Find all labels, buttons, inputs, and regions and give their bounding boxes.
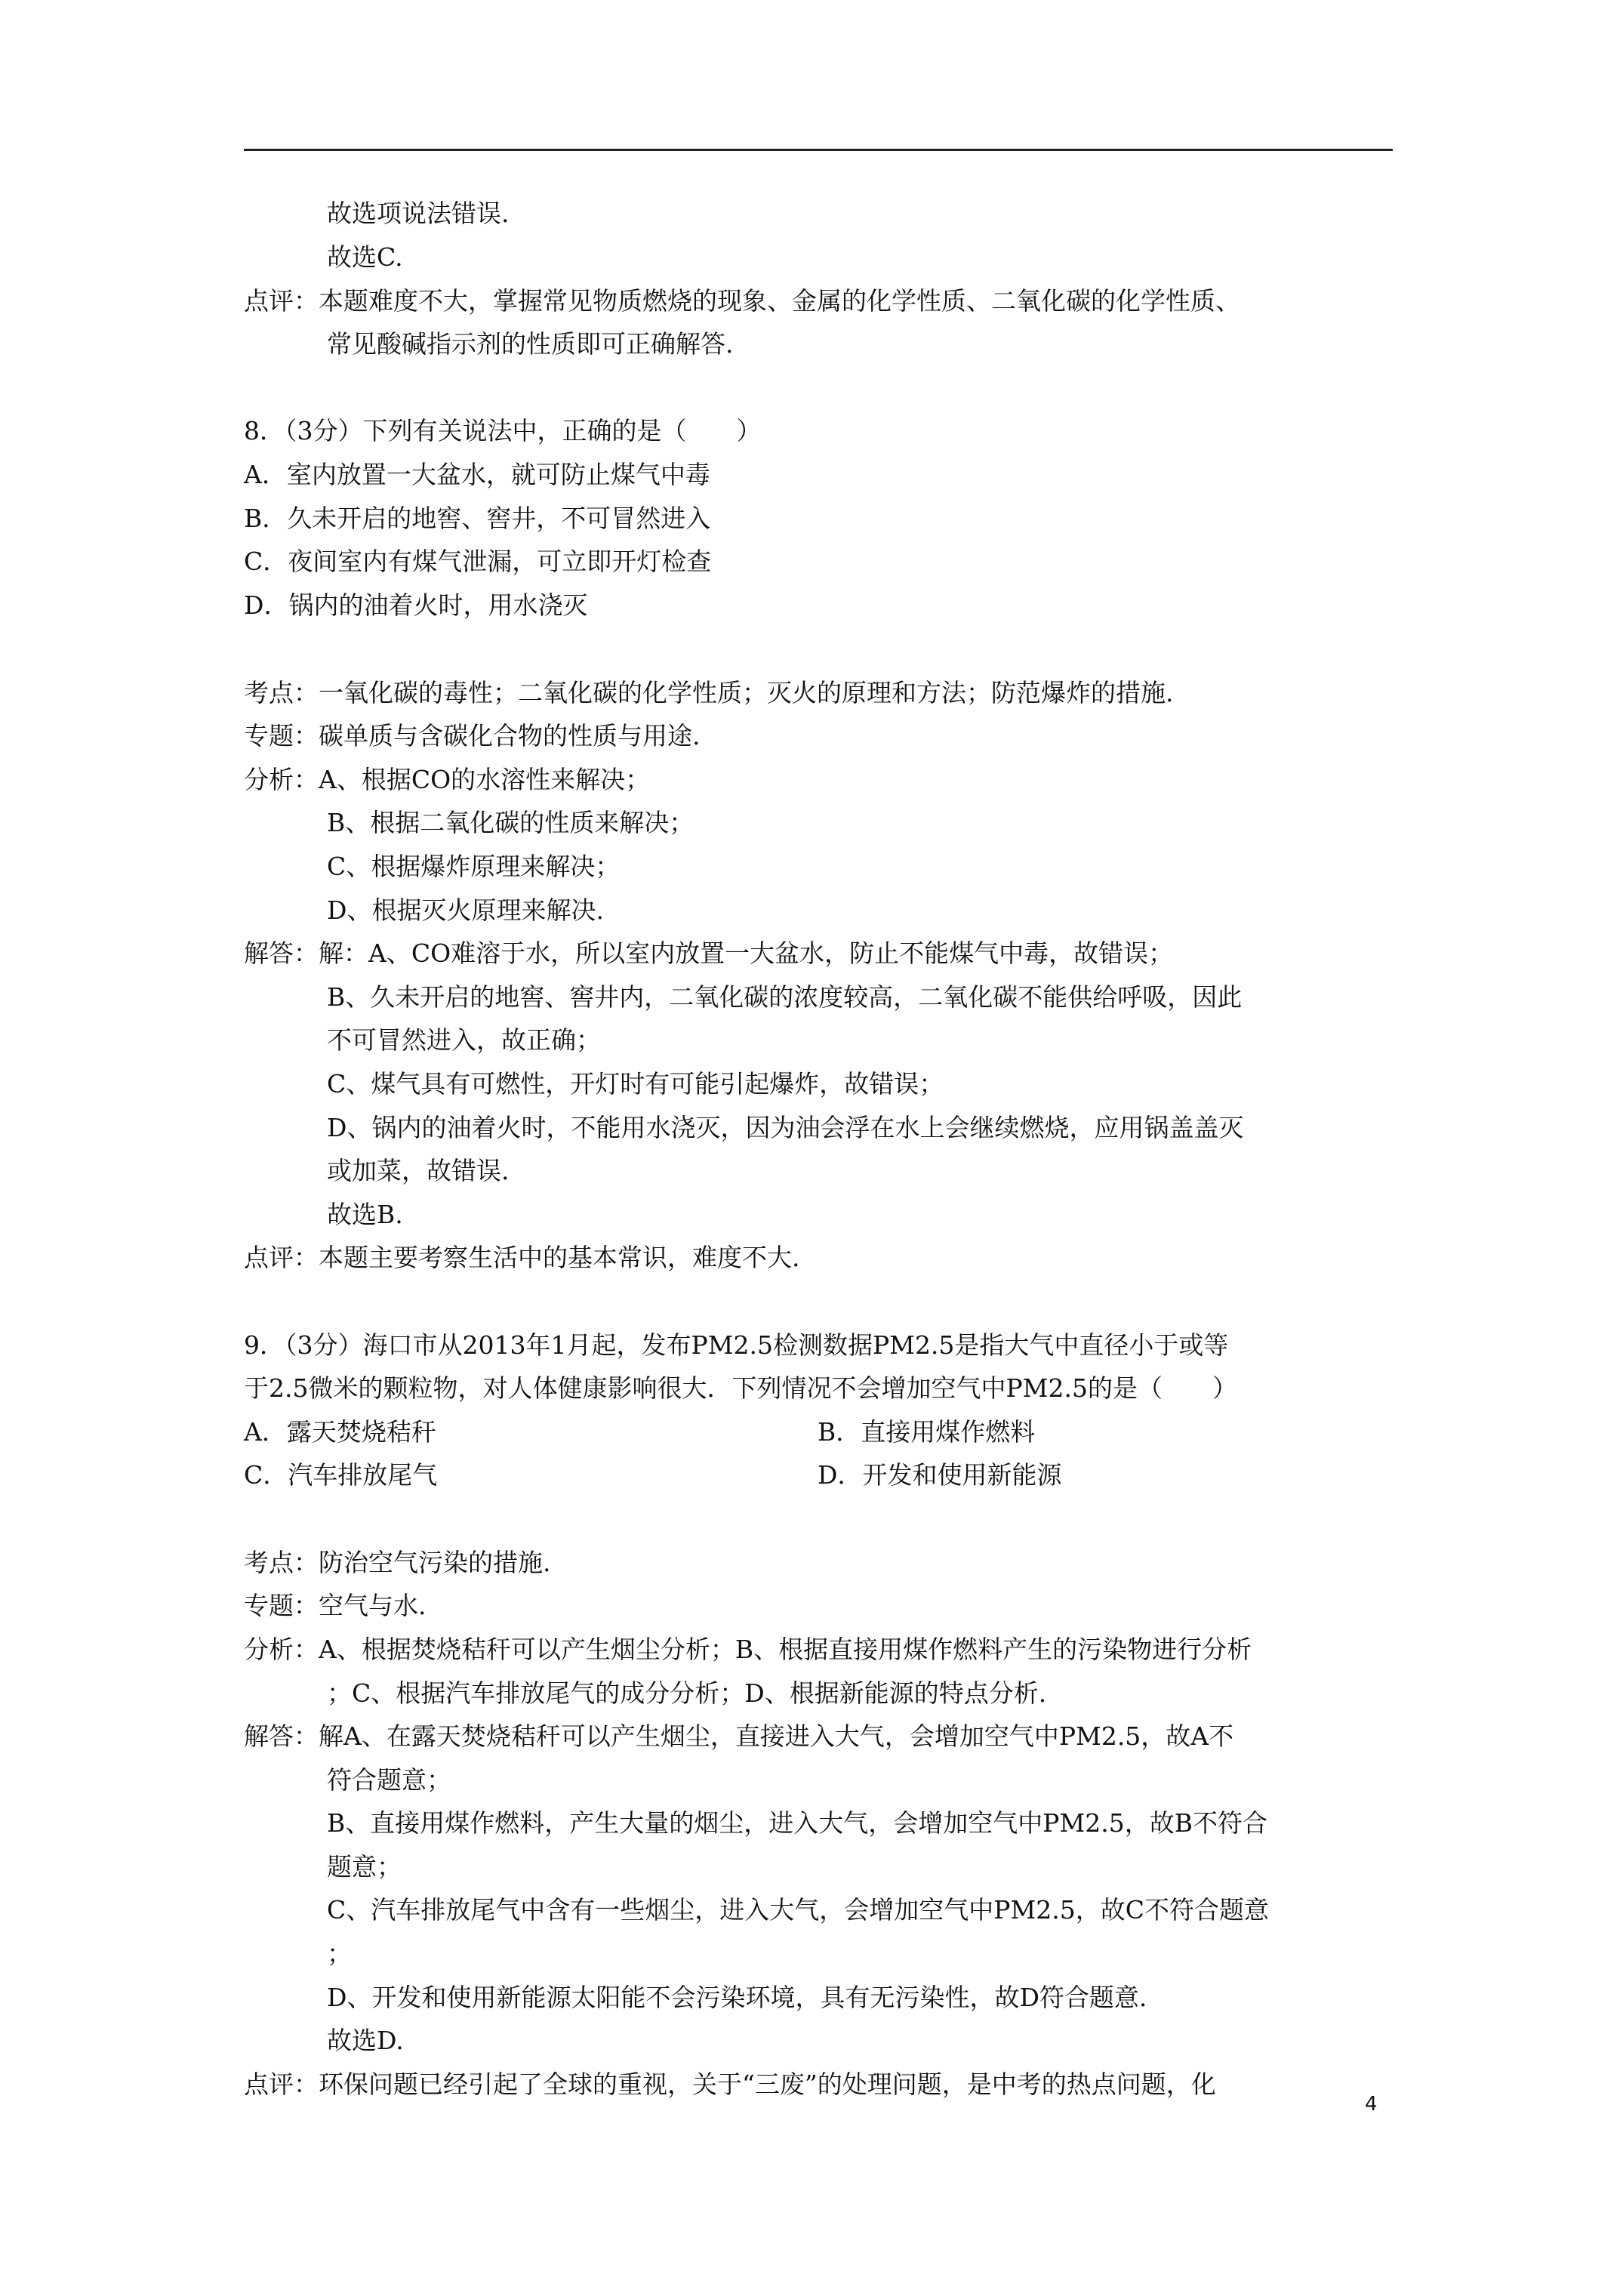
question-9-option-c: C．汽车排放尾气 bbox=[244, 1460, 438, 1490]
text-line: 故选B. bbox=[327, 1200, 403, 1229]
text-line: 点评：本题难度不大，掌握常见物质燃烧的现象、金属的化学性质、二氧化碳的化学性质、 bbox=[244, 286, 1240, 316]
text-line: 点评：本题主要考察生活中的基本常识，难度不大. bbox=[244, 1243, 800, 1272]
text-line: 故选C. bbox=[327, 242, 403, 272]
text-line: C、汽车排放尾气中含有一些烟尘，进入大气，会增加空气中PM2.5，故C不符合题意 bbox=[327, 1895, 1269, 1925]
text-line: 专题：空气与水. bbox=[244, 1591, 427, 1620]
text-line: 不可冒然进入，故正确； bbox=[327, 1025, 601, 1055]
text-line: 题意； bbox=[327, 1852, 402, 1881]
text-line: C、根据爆炸原理来解决； bbox=[327, 852, 621, 881]
text-line: D、根据灭火原理来解决. bbox=[327, 895, 604, 925]
text-line: ； bbox=[327, 1939, 352, 1968]
header-rule bbox=[244, 149, 1393, 151]
page-number: 4 bbox=[1365, 2093, 1378, 2116]
text-line: B、根据二氧化碳的性质来解决； bbox=[327, 808, 694, 837]
text-line: 分析：A、根据焚烧秸秆可以产生烟尘分析；B、根据直接用煤作燃料产生的污染物进行分析 bbox=[244, 1635, 1252, 1664]
text-line: 分析：A、根据CO的水溶性来解决； bbox=[244, 765, 651, 794]
question-8-option-c: C．夜间室内有煤气泄漏，可立即开灯检查 bbox=[244, 547, 712, 576]
question-9-option-d: D．开发和使用新能源 bbox=[818, 1460, 1062, 1490]
text-line: 点评：环保问题已经引起了全球的重视，关于“三废”的处理问题，是中考的热点问题，化 bbox=[244, 2069, 1216, 2099]
question-9-stem: 于2.5微米的颗粒物，对人体健康影响很大．下列情况不会增加空气中PM2.5的是（ ） bbox=[244, 1373, 1237, 1403]
question-9-option-a: A．露天焚烧秸秆 bbox=[244, 1417, 436, 1447]
text-line: ；C、根据汽车排放尾气的成分分析；D、根据新能源的特点分析. bbox=[327, 1678, 1047, 1708]
text-line: 考点：防治空气污染的措施. bbox=[244, 1548, 551, 1577]
text-line: 符合题意； bbox=[327, 1765, 451, 1795]
question-9-option-b: B．直接用煤作燃料 bbox=[818, 1417, 1036, 1447]
question-8-option-b: B．久未开启的地窖、窖井，不可冒然进入 bbox=[244, 504, 711, 533]
text-line: 专题：碳单质与含碳化合物的性质与用途. bbox=[244, 721, 701, 750]
question-8-option-a: A．室内放置一大盆水，就可防止煤气中毒 bbox=[244, 460, 710, 489]
text-line: B、直接用煤作燃料，产生大量的烟尘，进入大气，会增加空气中PM2.5，故B不符合 bbox=[327, 1808, 1267, 1838]
text-line: C、煤气具有可燃性，开灯时有可能引起爆炸，故错误； bbox=[327, 1069, 944, 1099]
text-line: D、锅内的油着火时，不能用水浇灭，因为油会浮在水上会继续燃烧，应用锅盖盖灭 bbox=[327, 1113, 1244, 1142]
text-line: 解答：解A、在露天焚烧秸秆可以产生烟尘，直接进入大气，会增加空气中PM2.5，故A不 bbox=[244, 1721, 1234, 1751]
question-9-stem: 9．（3分）海口市从2013年1月起，发布PM2.5检测数据PM2.5是指大气中直径小于或等 bbox=[244, 1330, 1229, 1360]
text-line: 故选D. bbox=[327, 2026, 404, 2055]
text-line: 常见酸碱指示剂的性质即可正确解答. bbox=[327, 329, 734, 359]
text-line: 解答：解：A、CO难溶于水，所以室内放置一大盆水，防止不能煤气中毒，故错误； bbox=[244, 938, 1174, 968]
question-8-stem: 8．（3分）下列有关说法中，正确的是（ ） bbox=[244, 416, 762, 445]
text-line: D、开发和使用新能源太阳能不会污染环境，具有无污染性，故D符合题意. bbox=[327, 1983, 1147, 2012]
text-line: 或加菜，故错误. bbox=[327, 1156, 510, 1185]
text-line: 考点：一氧化碳的毒性；二氧化碳的化学性质；灭火的原理和方法；防范爆炸的措施. bbox=[244, 678, 1174, 707]
text-line: B、久未开启的地窖、窖井内，二氧化碳的浓度较高，二氧化碳不能供给呼吸，因此 bbox=[327, 982, 1243, 1012]
question-8-option-d: D．锅内的油着火时，用水浇灭 bbox=[244, 590, 588, 620]
text-line: 故选项说法错误. bbox=[327, 199, 510, 228]
